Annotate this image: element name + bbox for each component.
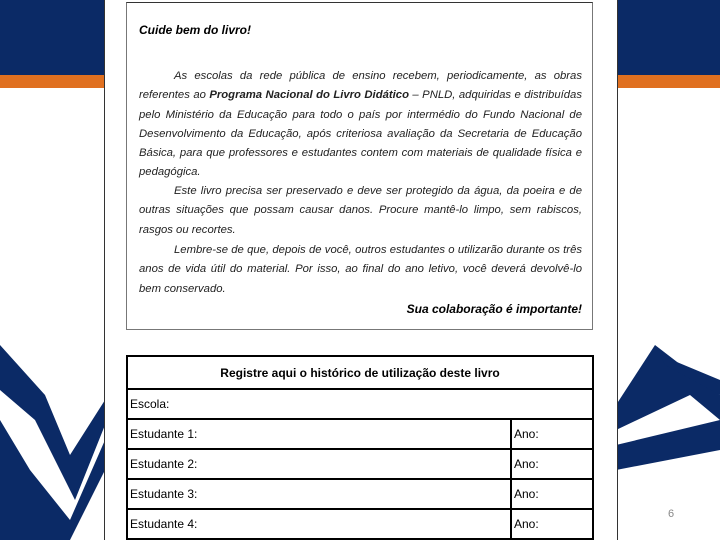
year-cell: Ano:: [511, 509, 593, 539]
closing-text: Sua colaboração é importante!: [406, 302, 582, 316]
table-row: [127, 479, 593, 509]
paragraph-2-text: Este livro precisa ser preservado e deve ser protegido da água, da poeira e de outras situações que possam causar danos. Procure mantê-lo limpo, sem rabiscos, rasgos ou recortes.: [139, 185, 582, 236]
year-cell: Ano:: [511, 419, 593, 449]
paragraph-1-rest: – PNLD, adquiridas e distribuídas pelo Ministério da Educação para todo o país por intermédio do Fundo Nacional de Desenvolvimento da Educação, após criteriosa avaliação da Secretaria de Educação Básica, para que professores e estudantes contem com materiais de qualidade física e pedagógica.: [139, 89, 582, 179]
program-name: Programa Nacional do Livro Didático: [209, 89, 409, 102]
student-cell: Estudante 1:: [127, 419, 511, 449]
year-cell: Ano:: [511, 479, 593, 509]
care-notice-box: [126, 2, 593, 330]
right-chevron-lower: [616, 420, 720, 470]
student-cell: Estudante 4:: [127, 509, 511, 539]
slide-number: 6: [668, 508, 675, 520]
paragraph-1: [139, 67, 582, 183]
paragraph-1-text: As escolas da rede pública de ensino recebem, periodicamente, as obras referentes ao: [139, 70, 582, 102]
notice-title: Cuide bem do livro!: [139, 23, 252, 37]
paragraph-3-text: Lembre-se de que, depois de você, outros estudantes o utilizarão durante os três anos de vida útil do material. Por isso, ao final do ano letivo, você deverá devolvê-lo bem conservado.: [139, 244, 582, 295]
book-page-image: [104, 0, 618, 540]
student-cell: Estudante 2:: [127, 449, 511, 479]
table-header: Registre aqui o histórico de utilização deste livro: [127, 356, 593, 389]
table-row: [127, 509, 593, 539]
table-row: [127, 449, 593, 479]
right-chevron: [616, 345, 720, 430]
paragraph-3: [139, 241, 582, 299]
usage-history-table: [126, 355, 594, 540]
table-row: [127, 419, 593, 449]
student-cell: Estudante 3:: [127, 479, 511, 509]
paragraph-2: [139, 182, 582, 240]
year-cell: Ano:: [511, 449, 593, 479]
school-cell: Escola:: [127, 389, 593, 419]
